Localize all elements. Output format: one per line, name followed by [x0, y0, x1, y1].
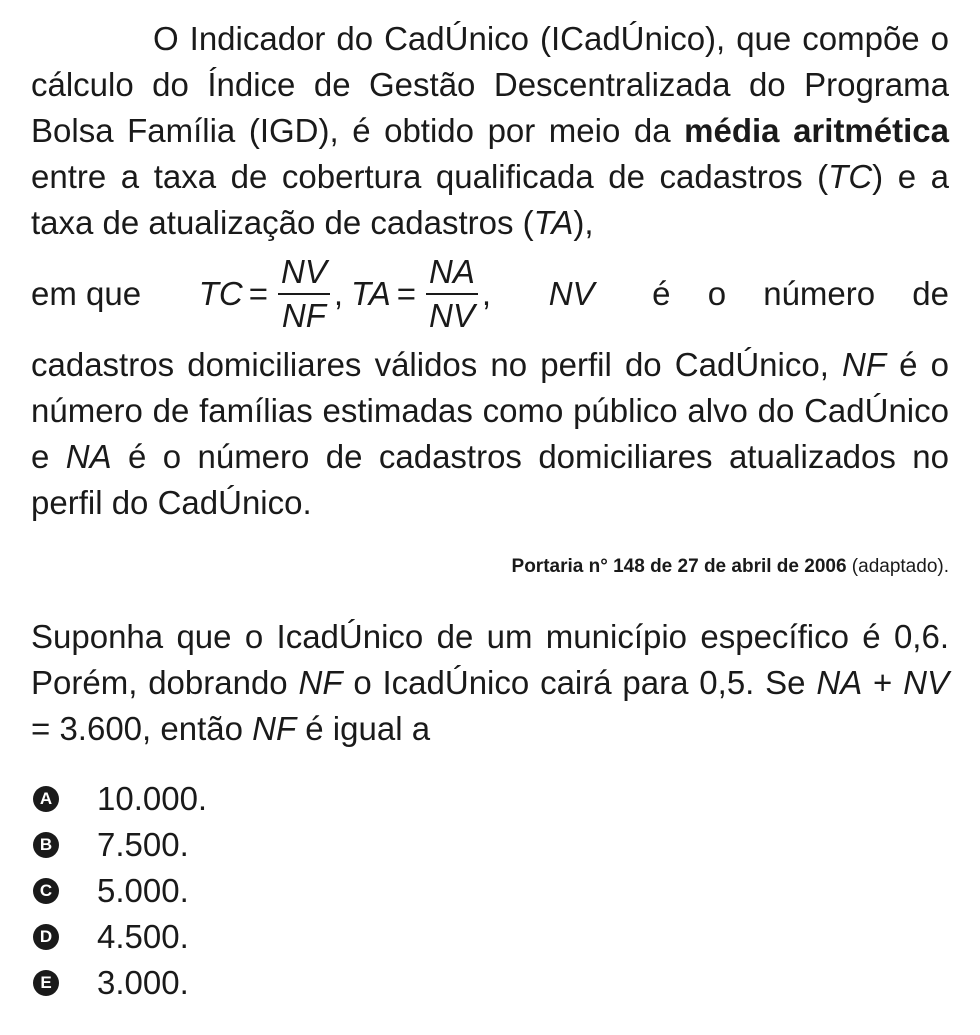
- option-letter-badge: C: [33, 878, 59, 904]
- option-letter-badge: D: [33, 924, 59, 950]
- question-text: Suponha que o IcadÚnico de um município específico é 0,6. Porém, dobrando: [31, 618, 949, 701]
- question-document: [31, 16, 949, 1006]
- option-text: 3.000.: [97, 964, 189, 1001]
- ta-fraction: [426, 253, 478, 335]
- source-title: Portaria n° 148 de 27 de abril de 2006: [511, 556, 847, 577]
- intro-bold-text: média aritmética: [684, 112, 949, 149]
- nv-symbol: NV: [903, 664, 949, 701]
- na-symbol: NA: [65, 438, 112, 475]
- question-text: = 3.600, então: [31, 710, 253, 747]
- tc-fraction: [278, 253, 330, 335]
- formula-suffix: é o número de: [652, 275, 949, 312]
- equals-sign: =: [396, 275, 417, 312]
- formula-line: [31, 246, 949, 342]
- formula-prefix: em que: [31, 275, 142, 312]
- intro-text: entre a taxa de cobertura qualificada de cadastros (: [31, 158, 829, 195]
- option-letter-badge: A: [33, 786, 59, 812]
- formula-tc: TC: [198, 275, 243, 312]
- source-citation: [31, 556, 949, 578]
- nv-symbol: NV: [548, 275, 595, 312]
- source-note: (adaptado).: [846, 556, 949, 577]
- option-a[interactable]: [31, 776, 949, 822]
- nf-symbol: NF: [298, 664, 343, 701]
- option-text: 5.000.: [97, 872, 189, 909]
- question-text: o IcadÚnico cairá para 0,5. Se: [342, 664, 817, 701]
- question-text: é igual a: [296, 710, 431, 747]
- option-text: 10.000.: [97, 780, 208, 817]
- intro-paragraph: [31, 16, 949, 246]
- comma: ,: [481, 275, 492, 312]
- plus-sign: +: [862, 664, 904, 701]
- option-text: 7.500.: [97, 826, 189, 863]
- intro-text: O Indicador do CadÚnico (ICadÚnico), que compõe o cálculo do Índice de Gestão Descentralizada do Programa Bolsa Família (IGD), é obtido por meio da: [31, 20, 949, 149]
- option-letter-badge: E: [33, 970, 59, 996]
- comma: ,: [333, 275, 344, 312]
- definition-text: é o número de famílias estimadas como público alvo do CadÚnico e: [31, 346, 950, 475]
- ta-denominator: NV: [429, 297, 475, 334]
- ta-symbol: TA: [533, 204, 574, 241]
- definition-text: é o número de cadastros domiciliares atualizados no perfil do CadÚnico.: [31, 438, 949, 521]
- ta-numerator: NA: [426, 253, 478, 295]
- option-c[interactable]: [31, 868, 949, 914]
- intro-text: ) e a taxa de atualização de cadastros (: [31, 158, 949, 241]
- formula-math: [199, 253, 491, 335]
- tc-denominator: NF: [281, 297, 326, 334]
- option-d[interactable]: [31, 914, 949, 960]
- intro-text: ),: [573, 204, 594, 241]
- question-paragraph: [31, 614, 949, 752]
- option-text: 4.500.: [97, 918, 189, 955]
- definition-text: cadastros domiciliares válidos no perfil do CadÚnico,: [31, 346, 843, 383]
- tc-numerator: NV: [278, 253, 330, 295]
- tc-symbol: TC: [828, 158, 873, 195]
- na-symbol: NA: [816, 664, 863, 701]
- formula-ta: TA: [351, 275, 391, 312]
- definitions-paragraph: [31, 342, 949, 526]
- option-b[interactable]: [31, 822, 949, 868]
- nf-symbol: NF: [842, 346, 887, 383]
- option-letter-badge: B: [33, 832, 59, 858]
- option-e[interactable]: [31, 960, 949, 1006]
- answer-options: [31, 776, 949, 1006]
- equals-sign: =: [248, 275, 268, 312]
- nf-symbol: NF: [252, 710, 297, 747]
